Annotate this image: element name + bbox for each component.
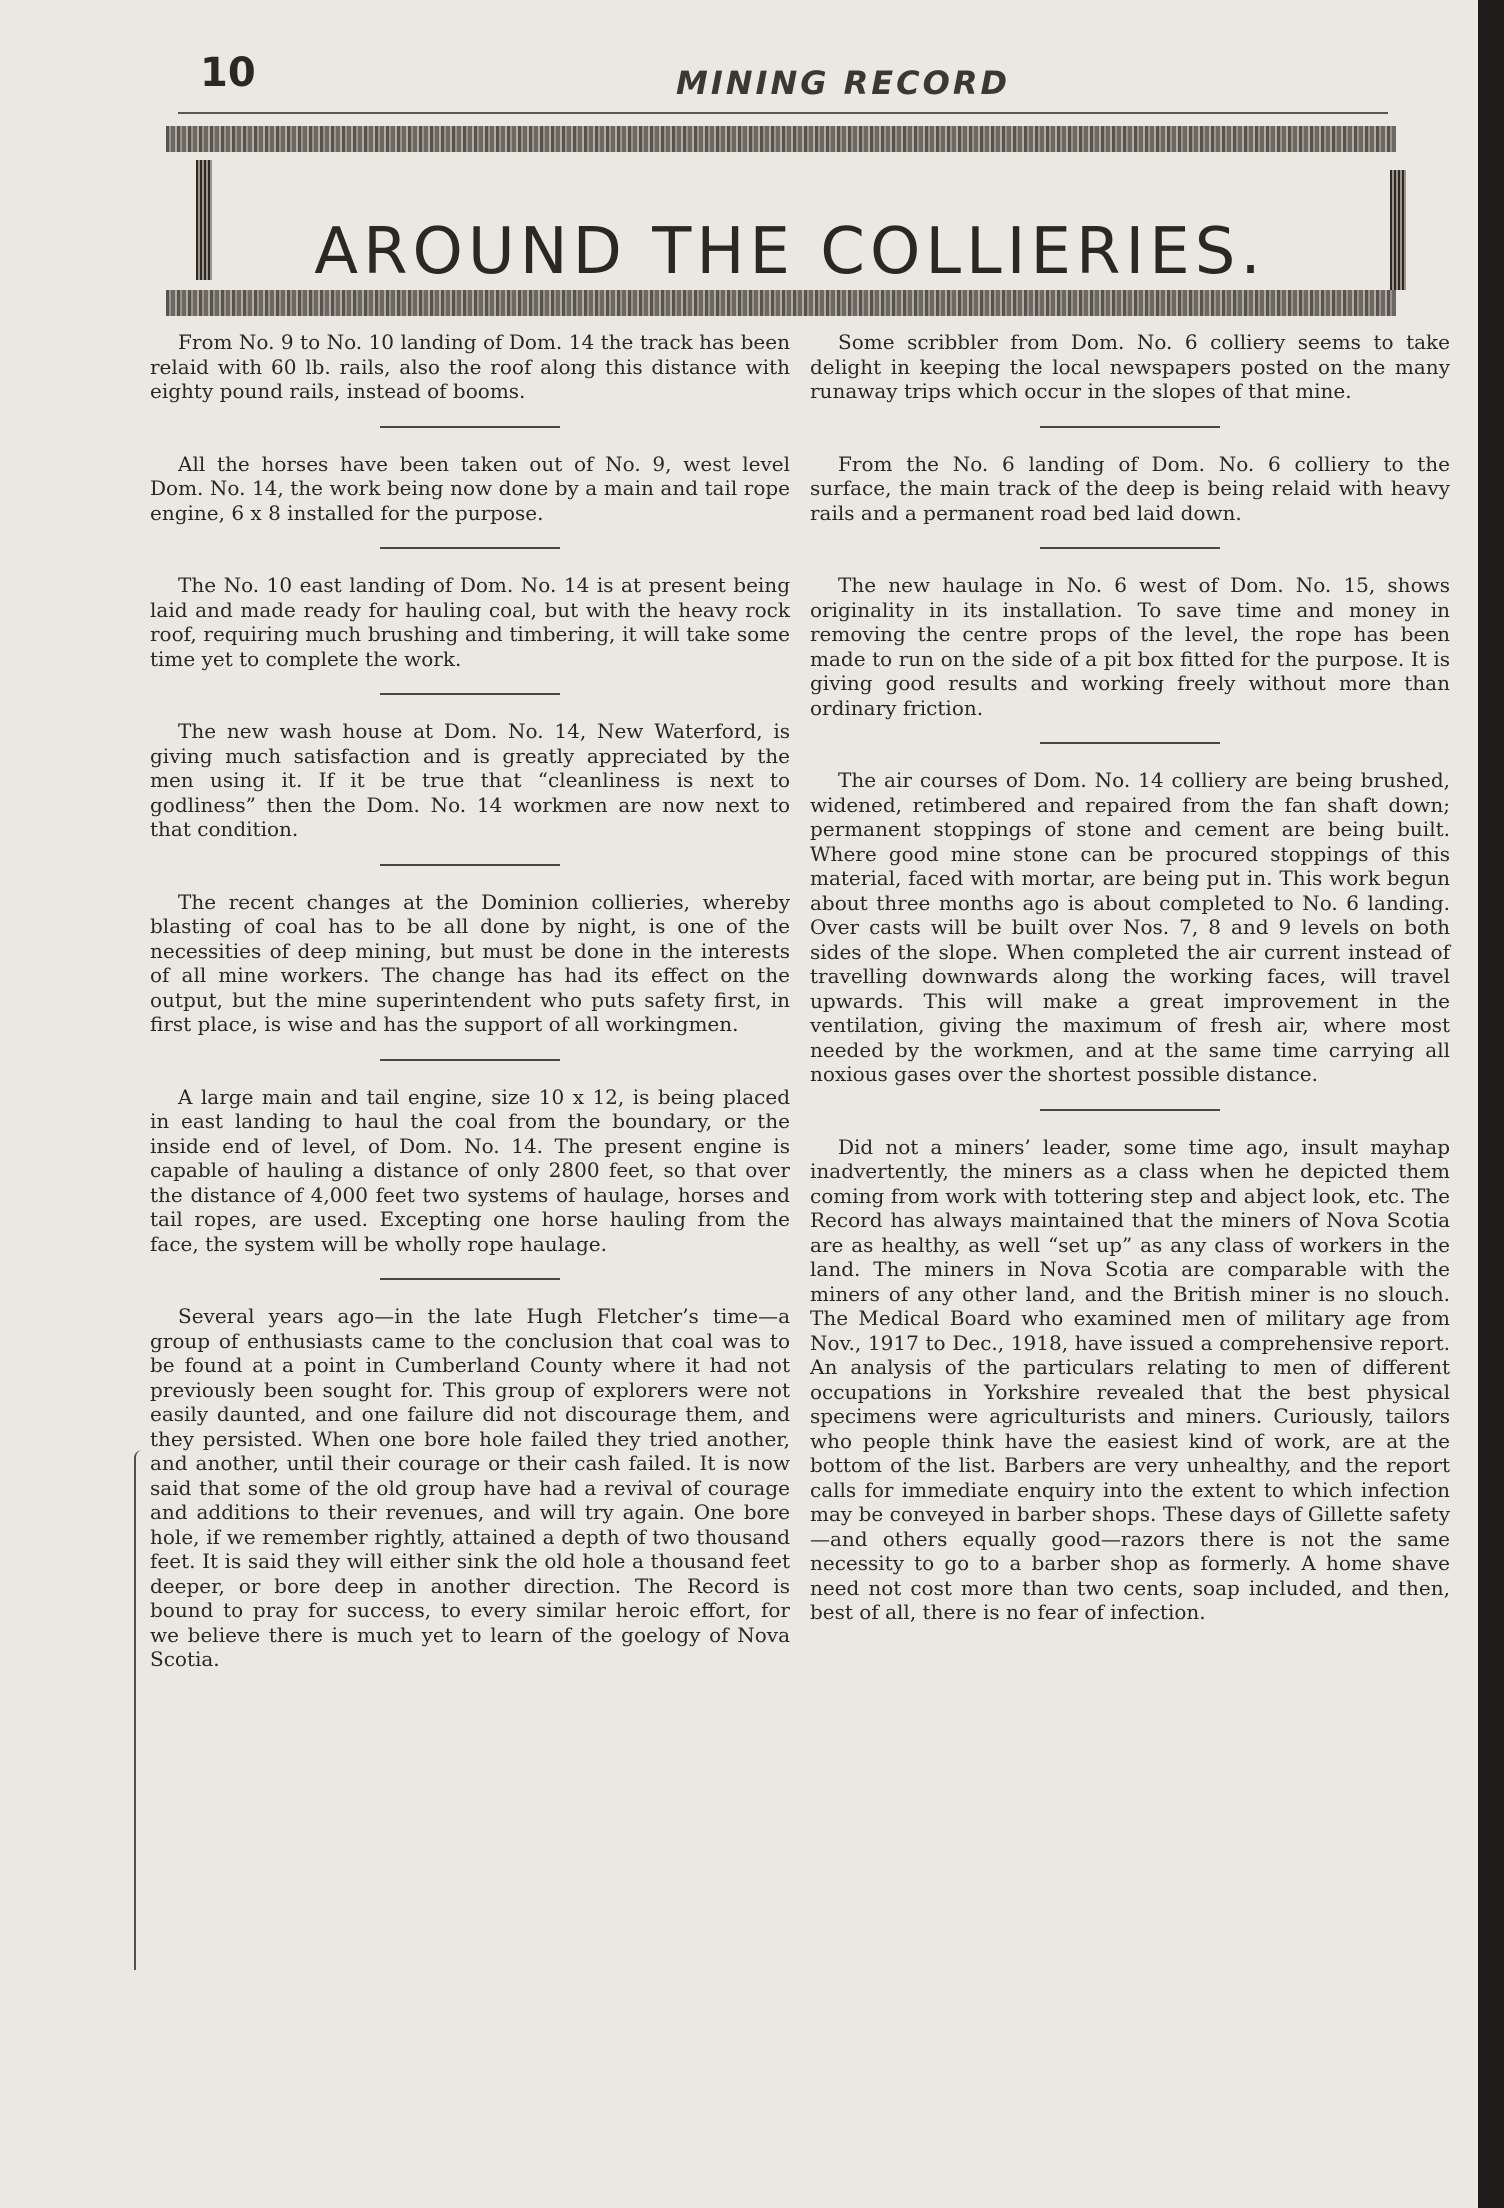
page-number: 10 [200,50,256,96]
section-divider [380,693,560,695]
right-column [810,330,1450,1625]
banner-right-post [1390,170,1406,290]
article-paragraph: From the No. 6 landing of Dom. No. 6 colliery to the surface, the main track of the deep is being relaid with heavy rails and a permanent road bed laid down. [810,451,1450,525]
section-divider [1040,1109,1220,1111]
section-divider [380,426,560,428]
article-paragraph: Did not a miners’ leader, some time ago, insult mayhap inadvertently, the miners as a class when he depicted them coming from work with tottering step and abject look, etc. The Record has always maintained that the miners of Nova Scotia are as healthy, as well “set up” as any class of workers in the land. The miners in Nova Scotia are comparable with the miners of any other land, and the British miner is no slouch. The Medical Board who examined men of military age from Nov., 1917 to Dec., 1918, have issued a comprehensive report. An analysis of the particulars relating to men of different occupations in Yorkshire revealed that the best physical specimens were agriculturists and miners. Curiously, tailors who people think have the easiest kind of work, are at the bottom of the list. Barbers are very unhealthy, and the report calls for immediate enquiry into the extent to which infection may be conveyed in barber shops. These days of Gillette safety—and others equally good—razors there is not the same necessity to go to a barber shop as formerly. A home shave need not cost more than two cents, soap included, and then, best of all, there is no fear of infection. [810,1134,1450,1624]
article-paragraph: Some scribbler from Dom. No. 6 colliery seems to take delight in keeping the local newspapers posted on the many runaway trips which occur in the slopes of that mine. [810,330,1450,403]
pencil-margin-mark [134,1450,142,1970]
article-paragraph: The recent changes at the Dominion collieries, whereby blasting of coal has to be all done by night, is one of the necessities of deep mining, but must be done in the interests of all mine workers. The change has had its effect on the output, but the mine superintendent who puts safety first, in first place, is wise and has the support of all workingmen. [150,889,790,1036]
section-divider [380,1278,560,1280]
section-divider [1040,547,1220,549]
section-divider [380,864,560,866]
article-paragraph: The new haulage in No. 6 west of Dom. No. 15, shows originality in its installation. To save time and money in removing the centre props of the level, the rope has been made to run on the side of a pit box fitted for the purpose. It is giving good results and working freely without more than ordinary friction. [810,573,1450,720]
article-paragraph: From No. 9 to No. 10 landing of Dom. 14 the track has been relaid with 60 lb. rails, also the roof along this distance with eighty pound rails, instead of booms. [150,330,790,403]
banner-bottom-band [166,290,1396,316]
article-paragraph: Several years ago—in the late Hugh Fletcher’s time—a group of enthusiasts came to the conclusion that coal was to be found at a point in Cumberland County where it had not previously been sought for. This group of explorers were not easily daunted, and one failure did not discourage them, and they persisted. When one bore hole failed they tried another, and another, until their courage or their cash failed. It is now said that some of the old group have had a revival of courage and additions to their revenues, and will try again. One bore hole, if we remember rightly, attained a depth of two thousand feet. It is said they will either sink the old hole a thousand feet deeper, or bore deep in another direction. The Record is bound to pray for success, to every similar heroic effort, for we believe there is much yet to learn of the goelogy of Nova Scotia. [150,1304,790,1671]
banner-top-band [166,126,1396,152]
article-paragraph: The air courses of Dom. No. 14 colliery are being brushed, widened, retimbered and repaired from the fan shaft down; permanent stoppings of stone and cement are being built. Where good mine stone can be procured stoppings of this material, faced with mortar, are being put in. This work begun about three months ago is about completed to No. 6 landing. Over casts will be built over Nos. 7, 8 and 9 levels on both sides of the slope. When completed the air current instead of travelling downwards along the working faces, will travel upwards. This will make a great improvement in the ventilation, giving the maximum of fresh air, where most needed by the workmen, and at the same time carrying all noxious gases over the shortest possible distance. [810,768,1450,1086]
section-divider [380,547,560,549]
banner-left-post [196,160,212,280]
scan-dark-edge [1478,0,1504,2208]
article-paragraph: The No. 10 east landing of Dom. No. 14 is at present being laid and made ready for hauling coal, but with the heavy rock roof, requiring much brushing and timbering, it will take some time yet to complete the work. [150,573,790,671]
section-divider [1040,426,1220,428]
section-divider [1040,742,1220,744]
section-divider [380,1059,560,1061]
header-rule [178,112,1388,114]
banner-title: AROUND THE COLLIERIES. [314,214,1266,289]
article-paragraph: All the horses have been taken out of No. 9, west level Dom. No. 14, the work being now done by a main and tail rope engine, 6 x 8 installed for the purpose. [150,451,790,525]
article-paragraph: A large main and tail engine, size 10 x 12, is being placed in east landing to haul the coal from the boundary, or the inside end of level, of Dom. No. 14. The present engine is capable of hauling a distance of only 2800 feet, so that over the distance of 4,000 feet two systems of haulage, horses and tail ropes, are used. Excepting one horse hauling from the face, the system will be wholly rope haulage. [150,1084,790,1256]
article-paragraph: The new wash house at Dom. No. 14, New Waterford, is giving much satisfaction and is greatly appreciated by the men using it. If it be true that “cleanliness is next to godliness” then the Dom. No. 14 workmen are now next to that condition. [150,719,790,841]
left-column [150,330,790,1672]
running-title: MINING RECORD [676,64,1011,102]
